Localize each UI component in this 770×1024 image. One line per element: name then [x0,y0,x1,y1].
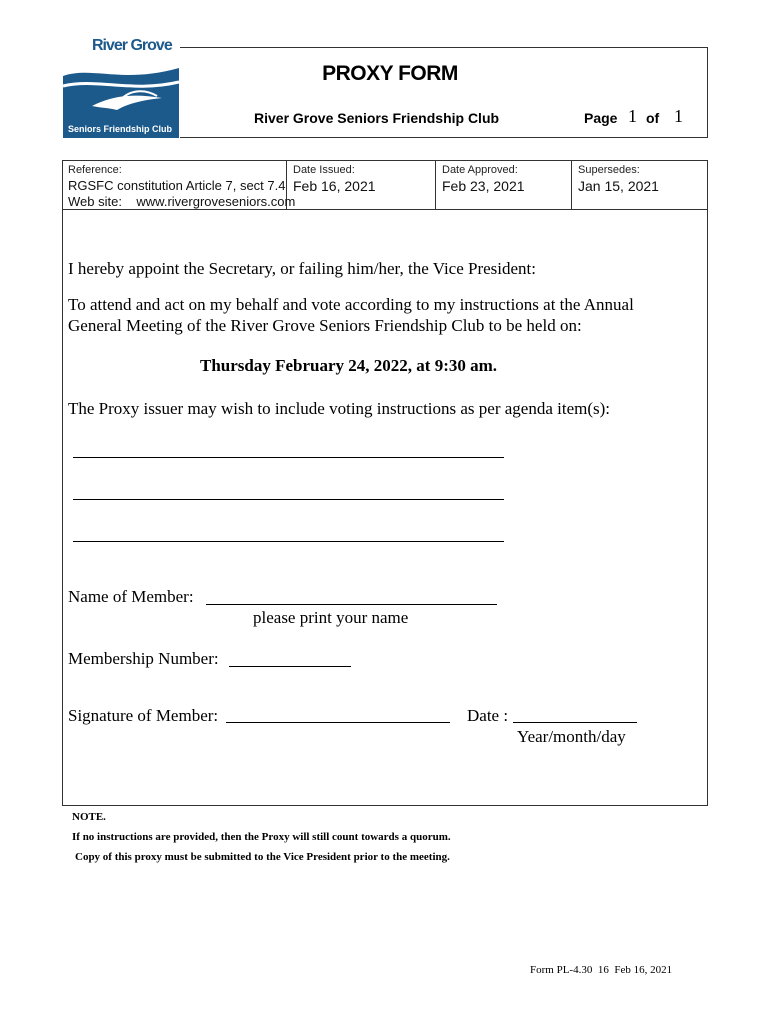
page-label: Page [584,110,618,126]
meeting-date: Thursday February 24, 2022, at 9:30 am. [200,356,498,375]
instruction-line-1[interactable] [73,457,504,458]
note-line-1: If no instructions are provided, then the Proxy will still count towards a quorum. [72,831,451,843]
date-issued-value: Feb 16, 2021 [293,178,376,194]
reference-line-2: Web site: www.rivergroveseniors.com [68,194,296,209]
supersedes-value: Jan 15, 2021 [578,178,659,194]
logo-text-top: River Grove [92,37,172,54]
of-label: of [646,110,660,126]
club-name: River Grove Seniors Friendship Club [254,110,500,126]
note-line-2: Copy of this proxy must be submitted to the Vice President prior to the meeting. [75,851,450,863]
club-logo [62,38,180,138]
membership-number-label: Membership Number: [68,649,219,668]
attend-statement-line-2: General Meeting of the River Grove Seniors Friendship Club to be held on: [68,316,582,335]
member-name-label: Name of Member: [68,587,194,606]
date-approved-label: Date Approved: [442,164,518,176]
page-total: 1 [674,106,683,126]
form-id: Form PL-4.30 16 Feb 16, 2021 [530,964,673,976]
reference-line-1: RGSFC constitution Article 7, sect 7.4 [68,178,286,193]
column-divider [571,160,572,210]
supersedes-label: Supersedes: [578,164,640,176]
signature-label: Signature of Member: [68,706,219,725]
page-number: 1 [628,106,637,126]
member-name-field[interactable] [206,604,497,605]
signature-field[interactable] [226,722,450,723]
instruction-line-2[interactable] [73,499,504,500]
date-label: Date : [467,706,509,725]
membership-number-field[interactable] [229,666,351,667]
column-divider [435,160,436,210]
date-issued-label: Date Issued: [293,164,355,176]
appoint-statement: I hereby appoint the Secretary, or failing him/her, the Vice President: [68,259,537,278]
member-name-hint: please print your name [253,608,409,627]
logo-text-bottom: Seniors Friendship Club [68,124,173,134]
reference-label: Reference: [68,164,122,176]
date-field[interactable] [513,722,637,723]
attend-statement-line-1: To attend and act on my behalf and vote according to my instructions at the Annual [68,295,634,314]
date-approved-value: Feb 23, 2021 [442,178,525,194]
note-title: NOTE. [72,811,106,823]
form-title: PROXY FORM [322,62,458,85]
instructions-statement: The Proxy issuer may wish to include voting instructions as per agenda item(s): [68,399,611,418]
date-format-hint: Year/month/day [517,727,626,746]
instruction-line-3[interactable] [73,541,504,542]
